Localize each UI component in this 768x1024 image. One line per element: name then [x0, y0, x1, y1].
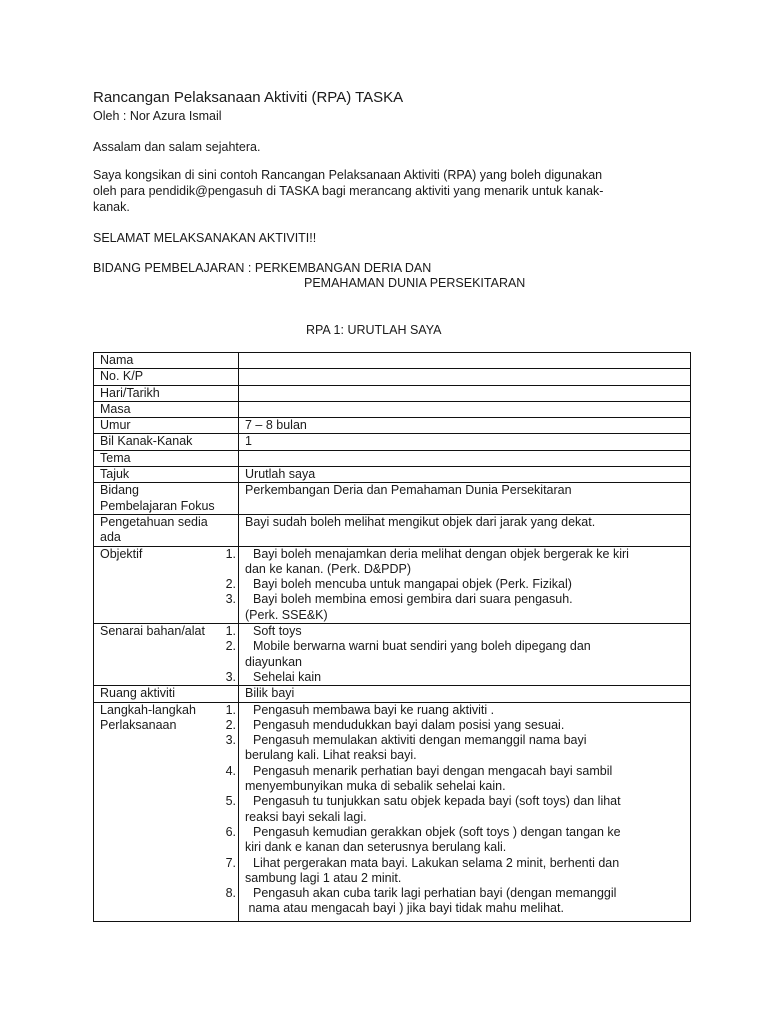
label-bidang-line-2: Pembelajaran Fokus [100, 498, 215, 513]
value-nokp [239, 369, 691, 385]
list-item [245, 764, 684, 795]
langkah-3-line-1: Pengasuh memulakan aktiviti dengan memanggil nama bayi [253, 733, 587, 748]
langkah-5-line-1: Pengasuh tu tunjukkan satu objek kepada bayi (soft toys) dan lihat [253, 794, 621, 809]
label-bidang [94, 483, 239, 515]
list-item [245, 794, 684, 825]
list-item [245, 670, 684, 685]
value-objektif [239, 546, 691, 623]
bidang-heading-line-1: BIDANG PEMBELAJARAN : PERKEMBANGAN DERIA DAN [93, 261, 432, 275]
table-row [94, 369, 691, 385]
list-item [245, 886, 684, 917]
senarai-num-2: 2. [225, 639, 236, 654]
label-nokp: No. K/P [94, 369, 239, 385]
langkah-num-4: 4. [225, 763, 236, 778]
table-row [94, 546, 691, 623]
list-item [245, 639, 684, 670]
label-langkah-line-1: Langkah-langkah [100, 702, 196, 717]
value-tema [239, 450, 691, 466]
langkah-num-3: 3. [225, 733, 236, 748]
label-masa: Masa [94, 401, 239, 417]
value-bil: 1 [239, 434, 691, 450]
label-pengetahuan [94, 514, 239, 546]
list-item [245, 718, 684, 733]
table-row [94, 418, 691, 434]
intro-paragraph-line-3: kanak. [93, 200, 130, 214]
label-pengetahuan-line-1: Pengetahuan sedia [100, 514, 208, 529]
list-item [245, 592, 684, 623]
label-objektif-text: Objektif [100, 546, 143, 561]
langkah-2-line-1: Pengasuh mendudukkan bayi dalam posisi yang sesuai. [253, 717, 565, 732]
table-row [94, 686, 691, 702]
value-bidang: Perkembangan Deria dan Pemahaman Dunia Persekitaran [239, 483, 691, 515]
langkah-1-line-1: Pengasuh membawa bayi ke ruang aktiviti . [253, 702, 495, 717]
table-row [94, 385, 691, 401]
list-item [245, 825, 684, 856]
langkah-5-line-2: reaksi bayi sekali lagi. [245, 809, 367, 824]
greeting: Assalam dan salam sejahtera. [93, 140, 261, 154]
langkah-8-line-1: Pengasuh akan cuba tarik lagi perhatian bayi (dengan memanggil [253, 886, 617, 901]
value-senarai [239, 624, 691, 686]
langkah-7-line-1: Lihat pergerakan mata bayi. Lakukan selama 2 minit, berhenti dan [253, 855, 620, 870]
label-langkah [94, 702, 239, 921]
label-hari: Hari/Tarikh [94, 385, 239, 401]
intro-paragraph-line-1: Saya kongsikan di sini contoh Rancangan Pelaksanaan Aktiviti (RPA) yang boleh digunakan [93, 168, 603, 182]
label-umur: Umur [94, 418, 239, 434]
label-bidang-line-1: Bidang [100, 483, 139, 498]
author-line: Oleh : Nor Azura Ismail [93, 109, 222, 123]
objektif-2-line-1: Bayi boleh mencuba untuk mangapai objek (Perk. Fizikal) [253, 577, 572, 592]
table-row [94, 401, 691, 417]
list-item [245, 703, 684, 718]
table-row [94, 483, 691, 515]
langkah-6-line-1: Pengasuh kemudian gerakkan objek (soft toys ) dengan tangan ke [253, 824, 621, 839]
senarai-num-3: 3. [225, 669, 236, 684]
label-senarai-text: Senarai bahan/alat [100, 624, 205, 639]
table-row [94, 353, 691, 369]
list-item [245, 856, 684, 887]
langkah-num-1: 1. [225, 702, 236, 717]
objektif-num-1: 1. [225, 546, 236, 561]
value-ruang: Bilik bayi [239, 686, 691, 702]
value-masa [239, 401, 691, 417]
langkah-num-8: 8. [225, 886, 236, 901]
list-item [245, 577, 684, 592]
langkah-num-7: 7. [225, 855, 236, 870]
objektif-num-2: 2. [225, 577, 236, 592]
label-bil: Bil Kanak-Kanak [94, 434, 239, 450]
value-langkah [239, 702, 691, 921]
label-ruang: Ruang aktiviti [94, 686, 239, 702]
objektif-num-3: 3. [225, 592, 236, 607]
bidang-heading-line-2: PEMAHAMAN DUNIA PERSEKITARAN [304, 276, 526, 290]
intro-paragraph-line-2: oleh para pendidik@pengasuh di TASKA bagi merancang aktiviti yang menarik untuk kanak- [93, 184, 604, 198]
wish-line: SELAMAT MELAKSANAKAN AKTIVITI!! [93, 231, 317, 245]
list-item [245, 547, 684, 578]
table-row [94, 624, 691, 686]
value-nama [239, 353, 691, 369]
langkah-num-2: 2. [225, 717, 236, 732]
label-langkah-line-2: Perlaksanaan [100, 717, 177, 732]
label-nama: Nama [94, 353, 239, 369]
objektif-1-line-1: Bayi boleh menajamkan deria melihat dengan objek bergerak ke kiri [253, 546, 629, 561]
senarai-num-1: 1. [225, 624, 236, 639]
senarai-2-line-1: Mobile berwarna warni buat sendiri yang boleh dipegang dan [253, 639, 591, 654]
langkah-6-line-2: kiri dank e kanan dan seterusnya berulang kali. [245, 840, 507, 855]
langkah-num-6: 6. [225, 824, 236, 839]
list-item [245, 733, 684, 764]
senarai-2-line-2: diayunkan [245, 654, 302, 669]
langkah-num-5: 5. [225, 794, 236, 809]
langkah-4-line-2: menyembunyikan muka di sebalik sehelai kain. [245, 779, 506, 794]
value-hari [239, 385, 691, 401]
table-row [94, 467, 691, 483]
senarai-3-line-1: Sehelai kain [253, 669, 322, 684]
label-tema: Tema [94, 450, 239, 466]
table-row [94, 434, 691, 450]
table-row [94, 514, 691, 546]
value-tajuk: Urutlah saya [239, 467, 691, 483]
label-senarai [94, 624, 239, 686]
value-pengetahuan: Bayi sudah boleh melihat mengikut objek dari jarak yang dekat. [239, 514, 691, 546]
langkah-3-line-2: berulang kali. Lihat reaksi bayi. [245, 748, 417, 763]
objektif-3-line-1: Bayi boleh membina emosi gembira dari suara pengasuh. [253, 592, 573, 607]
page-title: Rancangan Pelaksanaan Aktiviti (RPA) TASKA [93, 89, 404, 106]
table-row [94, 702, 691, 921]
table-row [94, 450, 691, 466]
objektif-3-line-2: (Perk. SSE&K) [245, 607, 328, 622]
langkah-4-line-1: Pengasuh menarik perhatian bayi dengan mengacah bayi sambil [253, 763, 613, 778]
rpa-heading: RPA 1: URUTLAH SAYA [306, 323, 442, 337]
value-umur: 7 – 8 bulan [239, 418, 691, 434]
label-objektif [94, 546, 239, 623]
list-item [245, 624, 684, 639]
label-pengetahuan-line-2: ada [100, 530, 121, 545]
rpa-table [93, 352, 691, 922]
objektif-1-line-2: dan ke kanan. (Perk. D&PDP) [245, 561, 412, 576]
senarai-1-line-1: Soft toys [253, 624, 302, 639]
langkah-8-line-2: nama atau mengacah bayi ) jika bayi tidak mahu melihat. [245, 901, 564, 916]
label-tajuk: Tajuk [94, 467, 239, 483]
langkah-7-line-2: sambung lagi 1 atau 2 minit. [245, 870, 402, 885]
